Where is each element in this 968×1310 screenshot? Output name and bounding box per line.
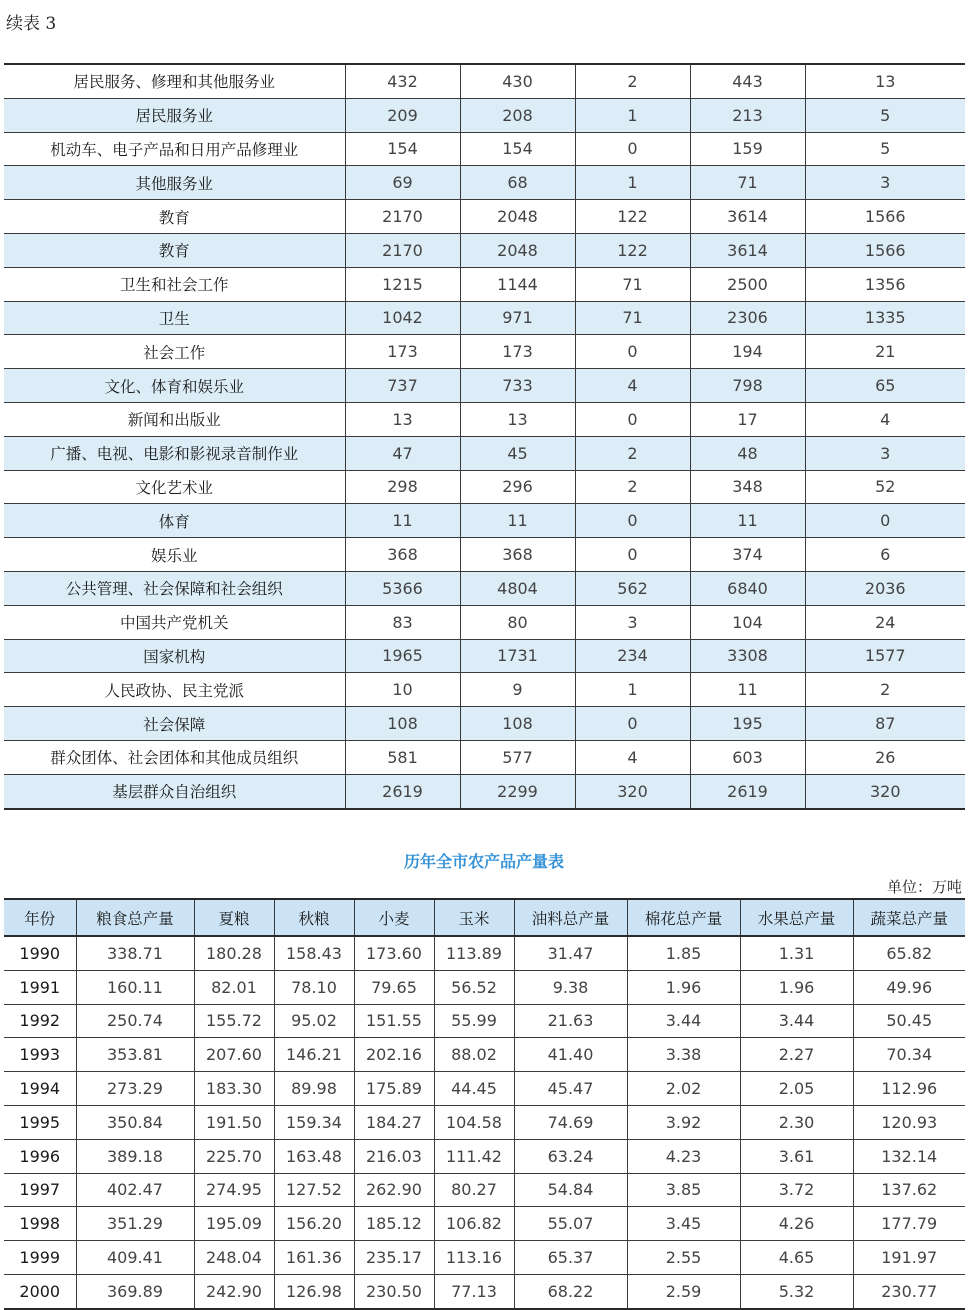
- value-cell: 202.16: [354, 1038, 434, 1072]
- industry-name-cell: 教育: [4, 200, 345, 234]
- value-cell: 234: [575, 639, 690, 673]
- year-cell: 1992: [4, 1004, 76, 1038]
- value-cell: 154: [345, 132, 460, 166]
- value-cell: 0: [575, 504, 690, 538]
- value-cell: 3.72: [740, 1173, 853, 1207]
- value-cell: 4.65: [740, 1241, 853, 1275]
- value-cell: 581: [345, 740, 460, 774]
- value-cell: 6: [805, 538, 965, 572]
- table-row: [4, 402, 965, 436]
- value-cell: 82.01: [194, 970, 274, 1004]
- value-cell: 151.55: [354, 1004, 434, 1038]
- value-cell: 113.16: [434, 1241, 514, 1275]
- table-row: [4, 1241, 965, 1275]
- table-row: [4, 538, 965, 572]
- value-cell: 195.09: [194, 1207, 274, 1241]
- value-cell: 11: [690, 504, 805, 538]
- value-cell: 2.05: [740, 1072, 853, 1106]
- value-cell: 4: [575, 369, 690, 403]
- value-cell: 3.44: [740, 1004, 853, 1038]
- value-cell: 2: [575, 436, 690, 470]
- value-cell: 402.47: [76, 1173, 194, 1207]
- value-cell: 132.14: [853, 1139, 965, 1173]
- value-cell: 798: [690, 369, 805, 403]
- value-cell: 11: [460, 504, 575, 538]
- table-row: [4, 571, 965, 605]
- value-cell: 2170: [345, 233, 460, 267]
- value-cell: 156.20: [274, 1207, 354, 1241]
- value-cell: 3.45: [627, 1207, 740, 1241]
- value-cell: 432: [345, 64, 460, 98]
- table-row: [4, 233, 965, 267]
- value-cell: 194: [690, 335, 805, 369]
- value-cell: 368: [460, 538, 575, 572]
- column-header: 夏粮: [194, 899, 274, 936]
- value-cell: 1: [575, 166, 690, 200]
- value-cell: 173.60: [354, 936, 434, 970]
- industry-name-cell: 娱乐业: [4, 538, 345, 572]
- value-cell: 1042: [345, 301, 460, 335]
- value-cell: 120.93: [853, 1105, 965, 1139]
- value-cell: 13: [805, 64, 965, 98]
- industry-name-cell: 体育: [4, 504, 345, 538]
- value-cell: 3: [575, 605, 690, 639]
- value-cell: 6840: [690, 571, 805, 605]
- value-cell: 71: [575, 301, 690, 335]
- value-cell: 2036: [805, 571, 965, 605]
- value-cell: 26: [805, 740, 965, 774]
- table-row: [4, 1207, 965, 1241]
- value-cell: 173: [460, 335, 575, 369]
- value-cell: 430: [460, 64, 575, 98]
- value-cell: 104: [690, 605, 805, 639]
- column-header: 小麦: [354, 899, 434, 936]
- year-cell: 1994: [4, 1072, 76, 1106]
- value-cell: 320: [805, 774, 965, 808]
- value-cell: 71: [690, 166, 805, 200]
- table-row: [4, 970, 965, 1004]
- value-cell: 83: [345, 605, 460, 639]
- table-row: [4, 301, 965, 335]
- value-cell: 971: [460, 301, 575, 335]
- value-cell: 17: [690, 402, 805, 436]
- industry-name-cell: 居民服务、修理和其他服务业: [73, 73, 275, 92]
- value-cell: 2.27: [740, 1038, 853, 1072]
- value-cell: 111.42: [434, 1139, 514, 1173]
- value-cell: 273.29: [76, 1072, 194, 1106]
- value-cell: 4: [805, 402, 965, 436]
- value-cell: 41.40: [514, 1038, 627, 1072]
- value-cell: 0: [575, 132, 690, 166]
- table-row: [4, 639, 965, 673]
- value-cell: 74.69: [514, 1105, 627, 1139]
- value-cell: 2: [805, 673, 965, 707]
- value-cell: 113.89: [434, 936, 514, 970]
- value-cell: 11: [345, 504, 460, 538]
- industry-name-cell: 基层群众自治组织: [4, 774, 345, 808]
- value-cell: 2.55: [627, 1241, 740, 1275]
- value-cell: 4: [575, 740, 690, 774]
- value-cell: 159.34: [274, 1105, 354, 1139]
- value-cell: 54.84: [514, 1173, 627, 1207]
- value-cell: 0: [575, 335, 690, 369]
- value-cell: 3614: [690, 200, 805, 234]
- agri-table-body: [4, 936, 965, 1309]
- year-cell: 1995: [4, 1105, 76, 1139]
- industry-name-cell: 广播、电视、电影和影视录音制作业: [4, 436, 345, 470]
- value-cell: 106.82: [434, 1207, 514, 1241]
- value-cell: 2619: [345, 774, 460, 808]
- table-row: [4, 740, 965, 774]
- value-cell: 49.96: [853, 970, 965, 1004]
- value-cell: 1215: [345, 267, 460, 301]
- table-row: [4, 267, 965, 301]
- industry-name-cell: 其他服务业: [4, 166, 345, 200]
- value-cell: 13: [345, 402, 460, 436]
- table-row: [4, 1105, 965, 1139]
- value-cell: 21: [805, 335, 965, 369]
- value-cell: 13: [460, 402, 575, 436]
- table-row: [4, 166, 965, 200]
- value-cell: 180.28: [194, 936, 274, 970]
- table-row: [4, 707, 965, 741]
- industry-name-cell: 文化、体育和娱乐业: [4, 369, 345, 403]
- agri-table-title: 历年全市农产品产量表: [403, 852, 564, 871]
- value-cell: 65: [805, 369, 965, 403]
- value-cell: 3: [805, 166, 965, 200]
- value-cell: 2048: [460, 233, 575, 267]
- year-cell: 1997: [4, 1173, 76, 1207]
- column-header: 油料总产量: [514, 899, 627, 936]
- value-cell: 89.98: [274, 1072, 354, 1106]
- value-cell: 5.32: [740, 1274, 853, 1308]
- value-cell: 348: [690, 470, 805, 504]
- value-cell: 45: [460, 436, 575, 470]
- value-cell: 3.92: [627, 1105, 740, 1139]
- industry-name-cell: 社会工作: [4, 335, 345, 369]
- value-cell: 225.70: [194, 1139, 274, 1173]
- table-row: [4, 673, 965, 707]
- year-cell: 1999: [4, 1241, 76, 1275]
- value-cell: 122: [575, 200, 690, 234]
- value-cell: 3.38: [627, 1038, 740, 1072]
- table-row: [4, 1072, 965, 1106]
- value-cell: 374: [690, 538, 805, 572]
- year-cell: 1990: [19, 943, 61, 963]
- industry-name-cell: 卫生和社会工作: [4, 267, 345, 301]
- value-cell: 68: [460, 166, 575, 200]
- value-cell: 353.81: [76, 1038, 194, 1072]
- table-row: [4, 470, 965, 504]
- column-header: 蔬菜总产量: [853, 899, 965, 936]
- value-cell: 1566: [805, 200, 965, 234]
- value-cell: 65.82: [853, 936, 965, 970]
- value-cell: 1731: [460, 639, 575, 673]
- value-cell: 5: [805, 98, 965, 132]
- value-cell: 1144: [460, 267, 575, 301]
- value-cell: 10: [345, 673, 460, 707]
- value-cell: 78.10: [274, 970, 354, 1004]
- value-cell: 1.85: [627, 936, 740, 970]
- table-row: [4, 1139, 965, 1173]
- unit-label: 单位：万吨: [886, 878, 962, 896]
- value-cell: 350.84: [76, 1105, 194, 1139]
- value-cell: 274.95: [194, 1173, 274, 1207]
- value-cell: 2.30: [740, 1105, 853, 1139]
- column-header: 粮食总产量: [76, 899, 194, 936]
- agri-table-header-row: [4, 899, 965, 936]
- value-cell: 2: [575, 470, 690, 504]
- value-cell: 184.27: [354, 1105, 434, 1139]
- value-cell: 207.60: [194, 1038, 274, 1072]
- year-cell: 2000: [4, 1274, 76, 1308]
- column-header: 玉米: [434, 899, 514, 936]
- agri-products-table: [4, 898, 965, 1310]
- value-cell: 173: [345, 335, 460, 369]
- value-cell: 87: [805, 707, 965, 741]
- value-cell: 63.24: [514, 1139, 627, 1173]
- value-cell: 248.04: [194, 1241, 274, 1275]
- value-cell: 298: [345, 470, 460, 504]
- industry-name-cell: 社会保障: [4, 707, 345, 741]
- value-cell: 177.79: [853, 1207, 965, 1241]
- industry-name-cell: 人民政协、民主党派: [4, 673, 345, 707]
- value-cell: 88.02: [434, 1038, 514, 1072]
- value-cell: 3.61: [740, 1139, 853, 1173]
- table-row: [4, 936, 965, 970]
- value-cell: 389.18: [76, 1139, 194, 1173]
- value-cell: 191.97: [853, 1241, 965, 1275]
- value-cell: 737: [345, 369, 460, 403]
- table-row: [4, 64, 965, 98]
- value-cell: 155.72: [194, 1004, 274, 1038]
- value-cell: 209: [345, 98, 460, 132]
- year-cell: 1993: [4, 1038, 76, 1072]
- value-cell: 191.50: [194, 1105, 274, 1139]
- value-cell: 235.17: [354, 1241, 434, 1275]
- value-cell: 68.22: [514, 1274, 627, 1308]
- value-cell: 161.36: [274, 1241, 354, 1275]
- value-cell: 2500: [690, 267, 805, 301]
- value-cell: 9.38: [514, 970, 627, 1004]
- value-cell: 2306: [690, 301, 805, 335]
- value-cell: 104.58: [434, 1105, 514, 1139]
- value-cell: 1566: [805, 233, 965, 267]
- value-cell: 146.21: [274, 1038, 354, 1072]
- industry-name-cell: 中国共产党机关: [4, 605, 345, 639]
- year-cell: 1998: [4, 1207, 76, 1241]
- value-cell: 230.77: [853, 1274, 965, 1308]
- table-row: [4, 774, 965, 808]
- table-row: [4, 1004, 965, 1038]
- value-cell: 154: [460, 132, 575, 166]
- value-cell: 137.62: [853, 1173, 965, 1207]
- industry-name-cell: 公共管理、社会保障和社会组织: [4, 571, 345, 605]
- value-cell: 77.13: [434, 1274, 514, 1308]
- value-cell: 1: [575, 673, 690, 707]
- value-cell: 44.45: [434, 1072, 514, 1106]
- table-row: [4, 98, 965, 132]
- industry-name-cell: 文化艺术业: [4, 470, 345, 504]
- value-cell: 2170: [345, 200, 460, 234]
- value-cell: 48: [690, 436, 805, 470]
- value-cell: 262.90: [354, 1173, 434, 1207]
- value-cell: 2619: [690, 774, 805, 808]
- value-cell: 562: [575, 571, 690, 605]
- value-cell: 230.50: [354, 1274, 434, 1308]
- table-row: [4, 1038, 965, 1072]
- value-cell: 368: [345, 538, 460, 572]
- value-cell: 208: [460, 98, 575, 132]
- value-cell: 31.47: [514, 936, 627, 970]
- industry-name-cell: 教育: [4, 233, 345, 267]
- value-cell: 213: [690, 98, 805, 132]
- value-cell: 603: [690, 740, 805, 774]
- industry-name-cell: 国家机构: [4, 639, 345, 673]
- value-cell: 351.29: [76, 1207, 194, 1241]
- column-header: 年份: [4, 899, 76, 936]
- value-cell: 1356: [805, 267, 965, 301]
- value-cell: 2.02: [627, 1072, 740, 1106]
- value-cell: 24: [805, 605, 965, 639]
- value-cell: 183.30: [194, 1072, 274, 1106]
- table-row: [4, 605, 965, 639]
- industry-table-body: [4, 64, 965, 809]
- value-cell: 3.85: [627, 1173, 740, 1207]
- value-cell: 175.89: [354, 1072, 434, 1106]
- value-cell: 69: [345, 166, 460, 200]
- value-cell: 79.65: [354, 970, 434, 1004]
- value-cell: 45.47: [514, 1072, 627, 1106]
- table-row: [4, 369, 965, 403]
- value-cell: 108: [345, 707, 460, 741]
- value-cell: 108: [460, 707, 575, 741]
- value-cell: 5366: [345, 571, 460, 605]
- value-cell: 242.90: [194, 1274, 274, 1308]
- value-cell: 296: [460, 470, 575, 504]
- value-cell: 0: [805, 504, 965, 538]
- table-row: [4, 335, 965, 369]
- table-row: [4, 1274, 965, 1308]
- value-cell: 1.31: [740, 936, 853, 970]
- value-cell: 160.11: [76, 970, 194, 1004]
- value-cell: 50.45: [853, 1004, 965, 1038]
- value-cell: 1965: [345, 639, 460, 673]
- value-cell: 47: [345, 436, 460, 470]
- industry-table: [4, 63, 965, 810]
- value-cell: 158.43: [274, 936, 354, 970]
- table-row: [4, 1173, 965, 1207]
- value-cell: 80: [460, 605, 575, 639]
- value-cell: 127.52: [274, 1173, 354, 1207]
- value-cell: 2: [575, 64, 690, 98]
- column-header: 棉花总产量: [627, 899, 740, 936]
- industry-name-cell: 居民服务业: [4, 98, 345, 132]
- value-cell: 733: [460, 369, 575, 403]
- value-cell: 3: [805, 436, 965, 470]
- value-cell: 2.59: [627, 1274, 740, 1308]
- value-cell: 409.41: [76, 1241, 194, 1275]
- value-cell: 1.96: [740, 970, 853, 1004]
- table-row: [4, 504, 965, 538]
- value-cell: 1335: [805, 301, 965, 335]
- value-cell: 126.98: [274, 1274, 354, 1308]
- value-cell: 56.52: [434, 970, 514, 1004]
- value-cell: 112.96: [853, 1072, 965, 1106]
- value-cell: 70.34: [853, 1038, 965, 1072]
- table-row: [4, 436, 965, 470]
- value-cell: 55.99: [434, 1004, 514, 1038]
- year-cell: 1996: [4, 1139, 76, 1173]
- value-cell: 9: [460, 673, 575, 707]
- value-cell: 80.27: [434, 1173, 514, 1207]
- value-cell: 216.03: [354, 1139, 434, 1173]
- table-row: [4, 132, 965, 166]
- value-cell: 4804: [460, 571, 575, 605]
- industry-name-cell: 新闻和出版业: [4, 402, 345, 436]
- value-cell: 1577: [805, 639, 965, 673]
- table-row: [4, 200, 965, 234]
- value-cell: 577: [460, 740, 575, 774]
- value-cell: 55.07: [514, 1207, 627, 1241]
- value-cell: 2048: [460, 200, 575, 234]
- column-header: 水果总产量: [740, 899, 853, 936]
- value-cell: 1: [575, 98, 690, 132]
- value-cell: 5: [805, 132, 965, 166]
- value-cell: 4.23: [627, 1139, 740, 1173]
- value-cell: 338.71: [76, 936, 194, 970]
- value-cell: 52: [805, 470, 965, 504]
- value-cell: 21.63: [514, 1004, 627, 1038]
- continuation-label: 续表 3: [6, 14, 57, 34]
- industry-name-cell: 机动车、电子产品和日用产品修理业: [4, 132, 345, 166]
- industry-name-cell: 卫生: [4, 301, 345, 335]
- value-cell: 0: [575, 402, 690, 436]
- year-cell: 1991: [4, 970, 76, 1004]
- value-cell: 159: [690, 132, 805, 166]
- value-cell: 95.02: [274, 1004, 354, 1038]
- value-cell: 369.89: [76, 1274, 194, 1308]
- value-cell: 0: [575, 707, 690, 741]
- value-cell: 2299: [460, 774, 575, 808]
- value-cell: 163.48: [274, 1139, 354, 1173]
- value-cell: 11: [690, 673, 805, 707]
- value-cell: 65.37: [514, 1241, 627, 1275]
- value-cell: 3308: [690, 639, 805, 673]
- value-cell: 195: [690, 707, 805, 741]
- value-cell: 71: [575, 267, 690, 301]
- value-cell: 250.74: [76, 1004, 194, 1038]
- value-cell: 320: [575, 774, 690, 808]
- column-header: 秋粮: [274, 899, 354, 936]
- value-cell: 0: [575, 538, 690, 572]
- industry-name-cell: 群众团体、社会团体和其他成员组织: [4, 740, 345, 774]
- value-cell: 443: [690, 64, 805, 98]
- value-cell: 3614: [690, 233, 805, 267]
- value-cell: 1.96: [627, 970, 740, 1004]
- value-cell: 185.12: [354, 1207, 434, 1241]
- value-cell: 3.44: [627, 1004, 740, 1038]
- value-cell: 4.26: [740, 1207, 853, 1241]
- value-cell: 122: [575, 233, 690, 267]
